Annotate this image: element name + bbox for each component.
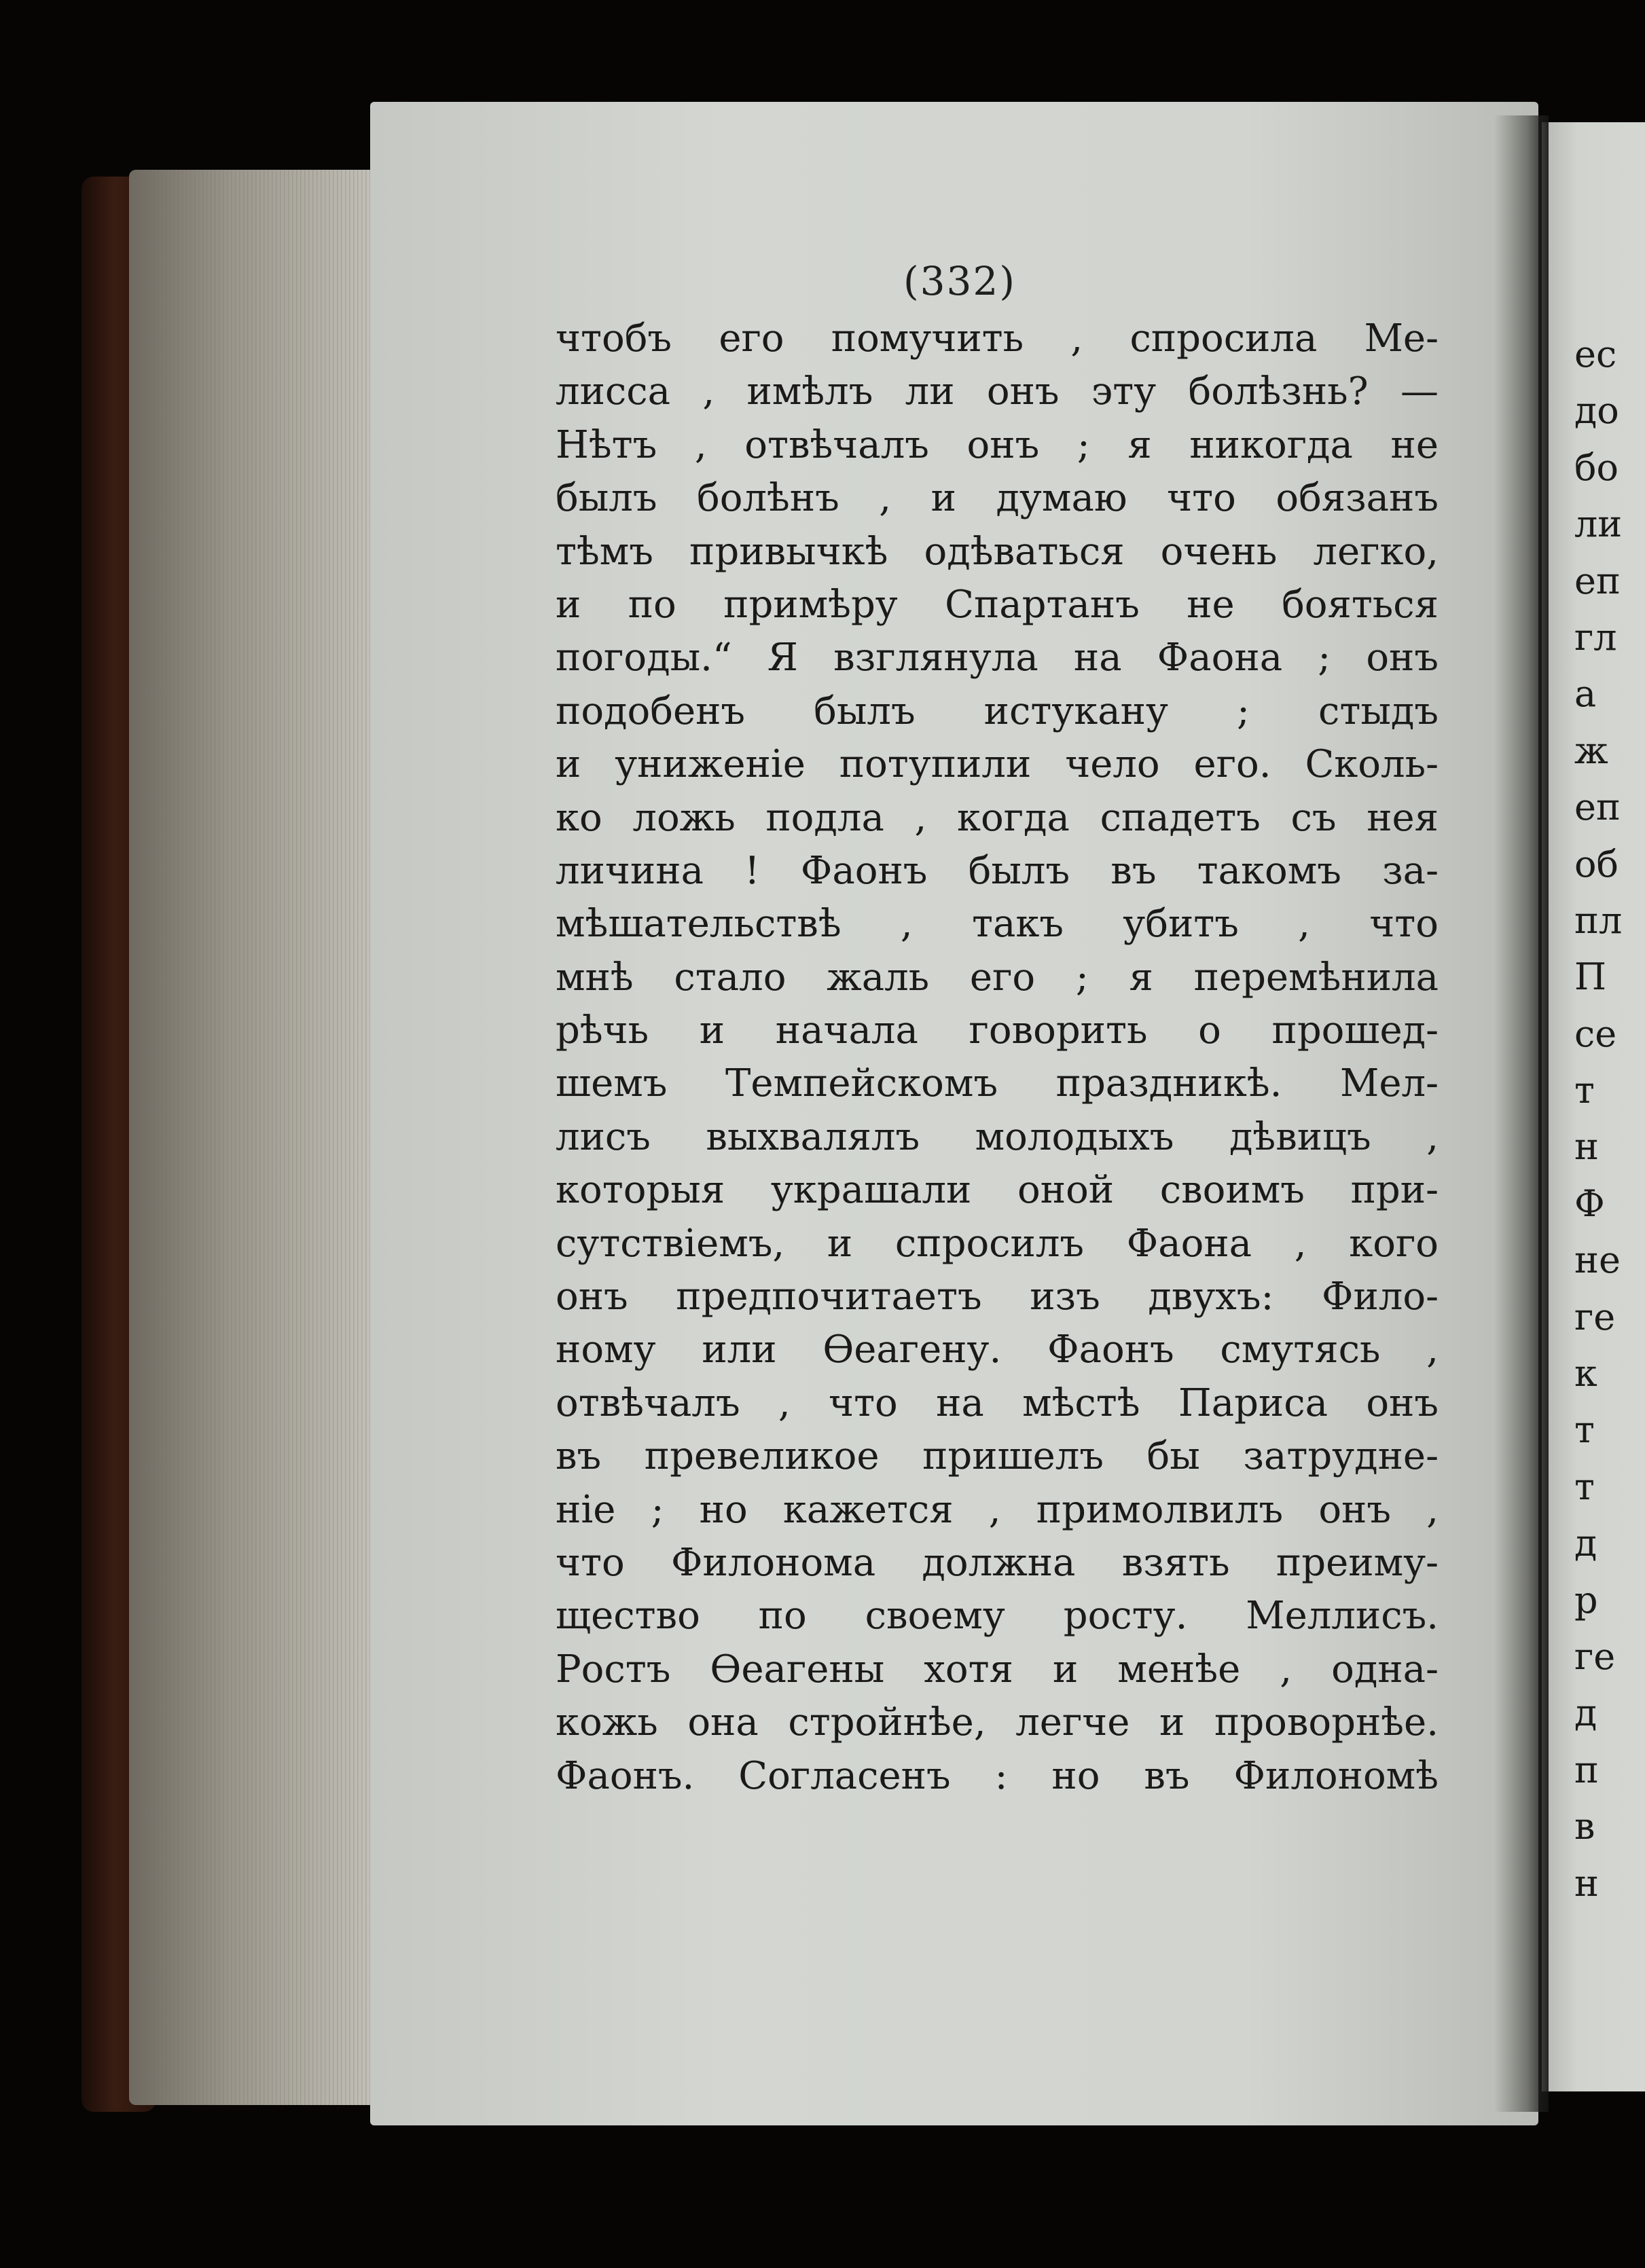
facing-text-fragment: к	[1574, 1352, 1597, 1395]
facing-page-text	[1574, 326, 1645, 1912]
facing-text-fragment: н	[1574, 1861, 1599, 1905]
page-number: (332)	[903, 258, 1016, 304]
facing-text-fragment: д	[1574, 1691, 1597, 1735]
facing-text-fragment: ес	[1574, 333, 1617, 376]
text-line: подобенъ былъ истукану ; стыдъ	[556, 689, 1439, 733]
facing-text-fragment: бо	[1574, 445, 1619, 489]
text-line: въ превеликое пришелъ бы затрудне-	[556, 1434, 1439, 1479]
facing-text-fragment: до	[1574, 389, 1619, 433]
text-line: погоды.“ Я взглянула на Фаона ; онъ	[556, 636, 1439, 680]
facing-text-fragment: ге	[1574, 1295, 1616, 1338]
facing-text-fragment: а	[1574, 672, 1597, 716]
facing-text-fragment: т	[1574, 1465, 1595, 1508]
page-text	[556, 312, 1439, 1803]
facing-text-fragment: еп	[1574, 786, 1621, 829]
text-line: онъ предпочитаетъ изъ двухъ: Фило-	[556, 1275, 1439, 1319]
facing-text-fragment: д	[1574, 1522, 1597, 1565]
facing-text-fragment: в	[1574, 1805, 1595, 1848]
text-line: ному или Ѳеагену. Фаонъ смутясь ,	[556, 1328, 1439, 1372]
text-line: личина ! Фаонъ былъ въ такомъ за-	[556, 848, 1439, 893]
text-line: Нѣтъ , отвѣчалъ онъ ; я никогда не	[556, 422, 1439, 467]
page-block-edges	[129, 170, 387, 2105]
text-line: и униженіе потупили чело его. Сколь-	[556, 742, 1439, 787]
text-line: Ростъ Ѳеагены хотя и менѣе , одна-	[556, 1647, 1439, 1691]
text-line: щество по своему росту. Меллисъ.	[556, 1594, 1439, 1639]
text-line: кожь она стройнѣе, легче и проворнѣе.	[556, 1700, 1439, 1745]
text-line: что Филонома должна взять преиму-	[556, 1540, 1439, 1585]
text-line: рѣчь и начала говорить о прошед-	[556, 1008, 1439, 1053]
text-line: тѣмъ привычкѣ одѣваться очень легко,	[556, 529, 1439, 574]
facing-text-fragment: р	[1574, 1578, 1598, 1622]
text-line: былъ болѣнъ , и думаю что обязанъ	[556, 476, 1439, 521]
facing-text-fragment: т	[1574, 1069, 1595, 1112]
facing-text-fragment: гл	[1574, 615, 1617, 659]
facing-text-fragment: п	[1574, 1748, 1599, 1791]
text-line: мнѣ стало жаль его ; я перемѣнила	[556, 955, 1439, 1000]
facing-text-fragment: об	[1574, 842, 1619, 885]
gutter-shadow	[1494, 115, 1549, 2112]
text-line: ніе ; но кажется , примолвилъ онъ ,	[556, 1487, 1439, 1532]
facing-text-fragment: пл	[1574, 898, 1623, 942]
facing-text-fragment: се	[1574, 1012, 1617, 1055]
text-line: ко ложь подла , когда спадетъ съ нея	[556, 795, 1439, 840]
facing-text-fragment: н	[1574, 1125, 1599, 1169]
text-line: которыя украшали оной своимъ при-	[556, 1168, 1439, 1213]
text-line: отвѣчалъ , что на мѣстѣ Париса онъ	[556, 1380, 1439, 1425]
text-line: и по примѣру Спартанъ не бояться	[556, 582, 1439, 627]
facing-text-fragment: ге	[1574, 1634, 1616, 1678]
text-line: мѣшательствѣ , такъ убитъ , что	[556, 902, 1439, 947]
text-line: Фаонъ. Согласенъ : но въ Филономѣ	[556, 1753, 1439, 1798]
text-line: лисса , имѣлъ ли онъ эту болѣзнь? —	[556, 369, 1439, 414]
text-line: сутствіемъ, и спросилъ Фаона , кого	[556, 1221, 1439, 1266]
facing-text-fragment: не	[1574, 1239, 1621, 1282]
facing-text-fragment: ли	[1574, 502, 1623, 546]
facing-text-fragment: П	[1574, 955, 1607, 999]
text-line: чтобъ его помучить , спросила Ме-	[556, 316, 1439, 361]
facing-text-fragment: еп	[1574, 559, 1621, 602]
facing-text-fragment: ж	[1574, 729, 1608, 772]
facing-text-fragment: Ф	[1574, 1182, 1605, 1225]
facing-text-fragment: т	[1574, 1408, 1595, 1452]
text-line: лисъ выхвалялъ молодыхъ дѣвицъ ,	[556, 1114, 1439, 1159]
text-line: шемъ Темпейскомъ праздникѣ. Мел-	[556, 1061, 1439, 1106]
